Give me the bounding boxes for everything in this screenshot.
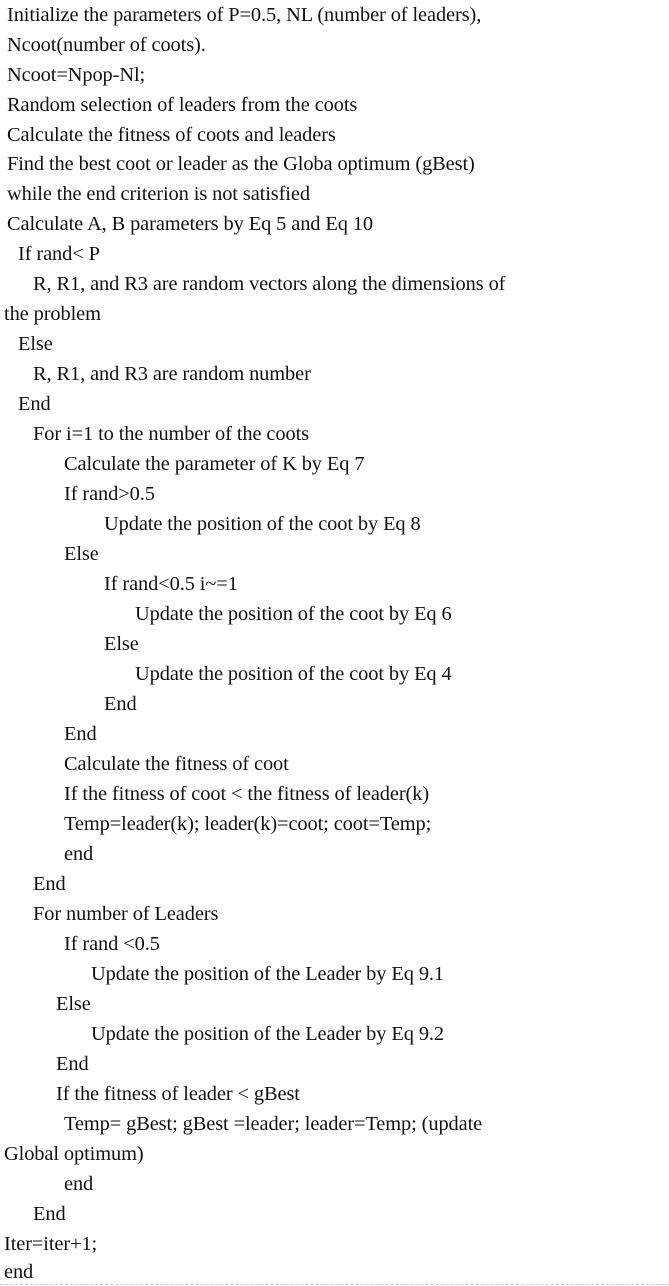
code-line: For i=1 to the number of the coots	[33, 423, 309, 445]
code-line: R, R1, and R3 are random number	[33, 363, 311, 385]
code-line: the problem	[4, 303, 101, 325]
code-line: Else	[56, 993, 91, 1015]
code-line: Else	[64, 543, 99, 565]
code-line: If the fitness of coot < the fitness of leader(k)	[64, 783, 430, 805]
code-line: Update the position of the coot by Eq 8	[104, 513, 421, 535]
code-line: If the fitness of leader < gBest	[56, 1083, 300, 1105]
code-line: end	[64, 1173, 94, 1195]
code-line: Calculate the parameter of K by Eq 7	[64, 453, 365, 475]
code-line: Ncoot=Npop-Nl;	[7, 64, 146, 86]
code-line: If rand<0.5 i~=1	[104, 573, 238, 595]
code-line: If rand>0.5	[64, 483, 155, 505]
code-line: End	[18, 393, 51, 415]
code-line: Calculate A, B parameters by Eq 5 and Eq 10	[7, 213, 374, 235]
bottom-divider	[0, 1284, 669, 1285]
code-line: Update the position of the Leader by Eq 9.1	[91, 963, 445, 985]
code-line: End	[33, 873, 66, 895]
code-line: Temp=leader(k); leader(k)=coot; coot=Temp;	[64, 813, 432, 835]
code-line: Else	[104, 633, 139, 655]
code-line: Calculate the fitness of coot	[64, 753, 289, 775]
code-line: Temp= gBest; gBest =leader; leader=Temp; (update	[64, 1113, 483, 1135]
code-line: End	[33, 1203, 66, 1225]
code-line: End	[56, 1053, 89, 1075]
code-line: Find the best coot or leader as the Globa optimum (gBest)	[7, 153, 475, 175]
code-line: Update the position of the Leader by Eq 9.2	[91, 1023, 445, 1045]
code-line: If rand< P	[18, 243, 100, 265]
code-line: end	[64, 843, 94, 865]
code-line: Global optimum)	[4, 1143, 144, 1165]
code-line: Update the position of the coot by Eq 6	[135, 603, 452, 625]
code-line: Else	[18, 333, 53, 355]
code-line: Calculate the fitness of coots and leaders	[7, 124, 336, 146]
code-line: If rand <0.5	[64, 933, 160, 955]
code-line: For number of Leaders	[33, 903, 219, 925]
code-line: Iter=iter+1;	[4, 1233, 98, 1255]
code-line: R, R1, and R3 are random vectors along the dimensions of	[33, 273, 506, 295]
code-line: Ncoot(number of coots).	[7, 34, 206, 56]
code-line: Random selection of leaders from the coots	[7, 94, 358, 116]
code-line: End	[104, 693, 137, 715]
code-line: End	[64, 723, 97, 745]
code-line: while the end criterion is not satisfied	[7, 183, 310, 205]
code-line: end	[4, 1261, 34, 1283]
code-line: Update the position of the coot by Eq 4	[135, 663, 452, 685]
code-line: Initialize the parameters of P=0.5, NL (number of leaders),	[7, 4, 482, 26]
